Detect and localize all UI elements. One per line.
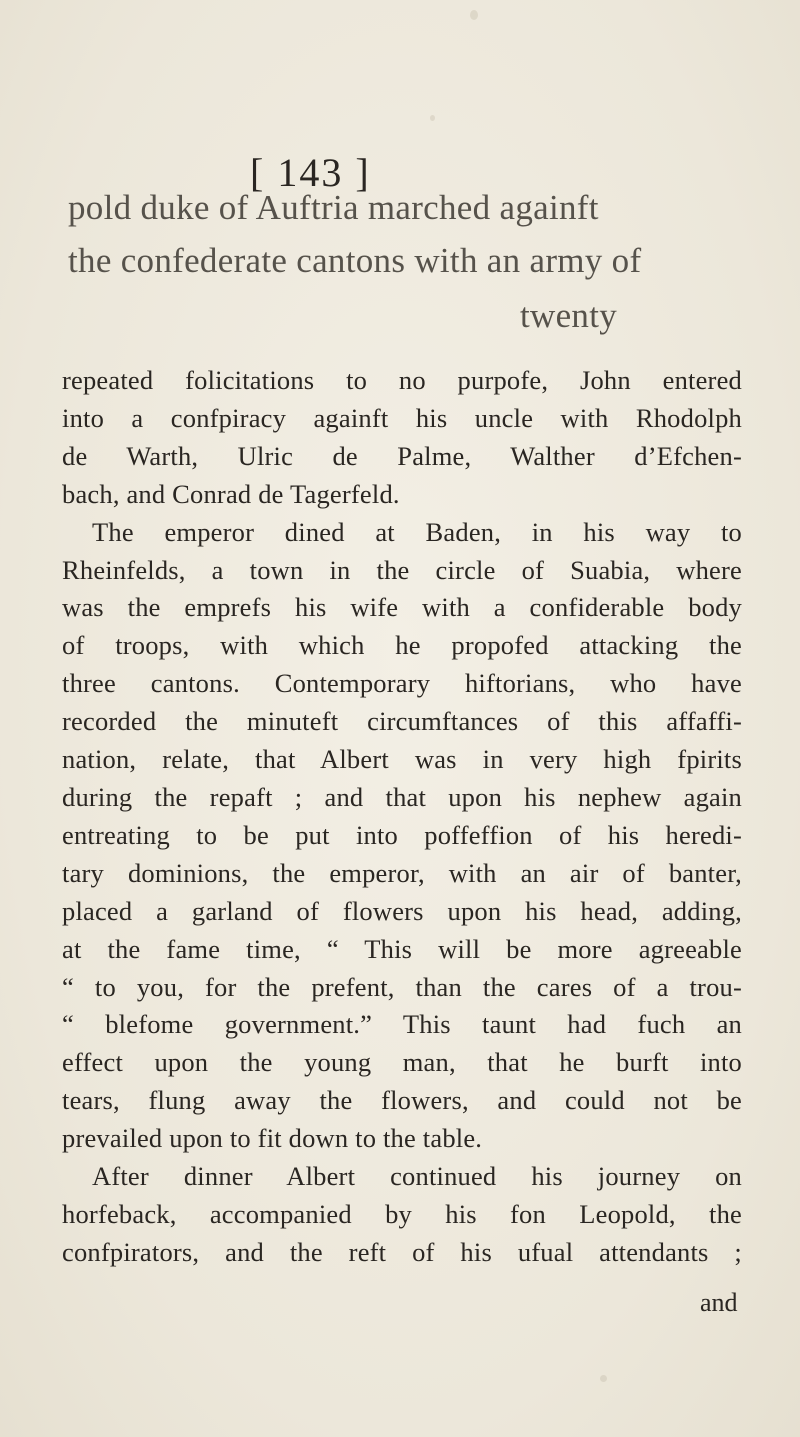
text-line: repeated folicitations to no purpofe, John entered — [62, 365, 742, 395]
overlay-line: pold duke of Auftria marched againft — [68, 188, 599, 227]
text-line: effect upon the young man, that he burft into — [62, 1047, 742, 1078]
text-line: placed a garland of flowers upon his head, adding, — [62, 895, 742, 926]
text-line: “ to you, for the prefent, than the cares of a trou- — [62, 971, 742, 1002]
text-line: entreating to be put into poffeffion of his heredi- — [62, 819, 742, 850]
text-line: at the fame time, “ This will be more agreeable — [62, 933, 742, 964]
text-line: prevailed upon to fit down to the table. — [62, 1123, 483, 1154]
catchword: and — [700, 1288, 738, 1317]
text-line: tary dominions, the emperor, with an air of banter, — [62, 857, 742, 888]
text-line: was the emprefs his wife with a confiderable body — [62, 592, 742, 623]
body-text — [62, 362, 742, 1272]
text-line: into a confpiracy againft his uncle with Rhodolph — [62, 402, 742, 433]
text-line: during the repaft ; and that upon his nephew again — [62, 781, 742, 812]
text-line: confpirators, and the reft of his ufual attendants ; — [62, 1236, 742, 1267]
text-line: “ blefome government.” This taunt had fuch an — [62, 1009, 742, 1040]
text-line: Rheinfelds, a town in the circle of Suabia, where — [62, 554, 742, 585]
text-line: bach, and Conrad de Tagerfeld. — [62, 478, 400, 509]
text-line: de Warth, Ulric de Palme, Walther d’Efchen- — [62, 440, 742, 471]
overlay-line: twenty — [520, 296, 618, 335]
page-number: [ 143 ] — [250, 150, 371, 195]
text-line: recorded the minuteft circumftances of this affaffi- — [62, 706, 742, 737]
text-line: horfeback, accompanied by his fon Leopold, the — [62, 1198, 742, 1229]
text-line: nation, relate, that Albert was in very high fpirits — [62, 744, 742, 775]
text-line: of troops, with which he propofed attacking the — [62, 630, 742, 661]
text-line: tears, flung away the flowers, and could not be — [62, 1085, 742, 1116]
text-line: After dinner Albert continued his journey on — [92, 1161, 742, 1192]
overlay-line: the confederate cantons with an army of — [68, 241, 642, 280]
text-line: The emperor dined at Baden, in his way to — [92, 516, 742, 547]
text-line: three cantons. Contemporary hiftorians, who have — [62, 668, 742, 699]
